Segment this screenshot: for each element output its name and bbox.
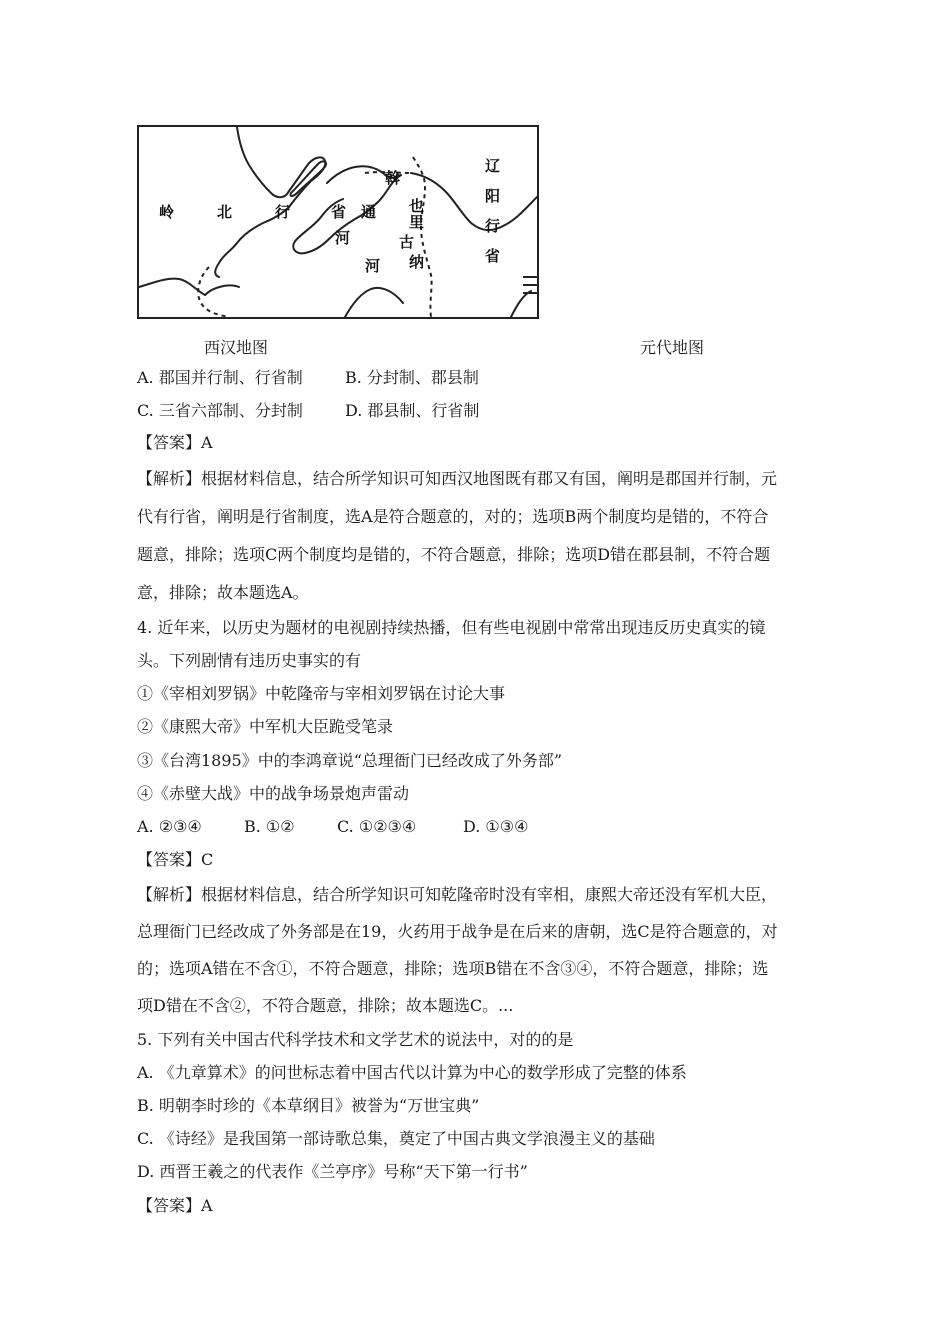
q4-option-d: D. ①③④	[463, 817, 529, 836]
q5-option-c: C. 《诗经》是我国第一部诗歌总集，奠定了中国古典文学浪漫主义的基础	[137, 1129, 655, 1148]
q3-option-d: D. 郡县制、行省制	[345, 401, 480, 420]
q3-analysis-line-2: 代有行省，阐明是行省制度，选A是符合题意的，对的；选项B两个制度均是错的，不符合	[137, 507, 769, 526]
map-label-xing: 行	[275, 203, 291, 221]
q4-item-2: ②《康熙大帝》中军机大臣跪受笔录	[137, 717, 394, 736]
map-label-liao: 辽	[485, 157, 501, 175]
q4-item-4: ④《赤壁大战》中的战争场景炮声雷动	[137, 784, 410, 803]
map-outline-drawing	[139, 127, 537, 317]
map-label-yang: 阳	[485, 187, 501, 205]
map-label-ling: 岭	[159, 203, 175, 221]
map-label-he2: 河	[365, 257, 381, 275]
q4-item-1: ①《宰相刘罗锅》中乾隆帝与宰相刘罗锅在讨论大事	[137, 684, 506, 703]
q3-analysis-line-3: 题意，排除；选项C两个制度均是错的，不符合题意，排除；选项D错在郡县制，不符合题	[137, 545, 771, 564]
q3-option-a: A. 郡国并行制、行省制	[137, 368, 303, 387]
q4-item-3: ③《台湾1895》中的李鸿章说“总理衙门已经改成了外务部”	[137, 751, 563, 770]
q4-option-a: A. ②③④	[137, 817, 202, 836]
q3-analysis-line-4: 意，排除；故本题选A。	[137, 583, 309, 602]
map-label-he: 河	[335, 229, 351, 247]
q5-option-b: B. 明朝李时珍的《本草纲目》被誉为“万世宝典”	[137, 1096, 480, 1115]
yuan-dynasty-map	[137, 125, 539, 319]
q3-answer: 【答案】A	[137, 433, 213, 452]
q4-option-b: B. ①②	[244, 817, 295, 836]
caption-yuan-map: 元代地图	[640, 338, 705, 357]
map-label-na: 纳	[409, 253, 425, 271]
q3-analysis-line-1: 【解析】根据材料信息，结合所学知识可知西汉地图既有郡又有国，阐明是郡国并行制，元	[137, 469, 778, 488]
map-label-gu: 古	[399, 233, 415, 251]
map-label-tong: 通	[361, 203, 377, 221]
map-label-sheng2: 省	[485, 247, 501, 265]
q4-stem-line-1: 4. 近年来，以历史为题材的电视剧持续热播，但有些电视剧中常常出现违反历史真实的镜	[137, 618, 766, 637]
q5-answer: 【答案】A	[137, 1196, 213, 1215]
q4-analysis-line-1: 【解析】根据材料信息，结合所学知识可知乾隆帝时没有宰相，康熙大帝还没有军机大臣，	[137, 885, 778, 904]
map-label-xing2: 行	[485, 217, 501, 235]
q3-options-row-2	[137, 401, 479, 421]
q5-option-a: A. 《九章算术》的问世标志着中国古代以计算为中心的数学形成了完整的体系	[137, 1063, 687, 1082]
q4-analysis-line-4: 项D错在不含②，不符合题意，排除；故本题选C。...	[137, 996, 514, 1015]
map-label-di: 也	[409, 197, 425, 215]
caption-western-han-map: 西汉地图	[204, 338, 269, 357]
q5-stem: 5. 下列有关中国古代科学技术和文学艺术的说法中，对的的是	[137, 1030, 574, 1049]
q4-stem-line-2: 头。下列剧情有违历史事实的有	[137, 651, 362, 670]
q5-option-d: D. 西晋王羲之的代表作《兰亭序》号称“天下第一行书”	[137, 1162, 528, 1181]
map-label-wo: 斡	[385, 169, 401, 187]
map-label-sheng: 省	[331, 203, 347, 221]
q4-answer: 【答案】C	[137, 850, 214, 869]
q4-analysis-line-3: 的；选项A错在不含①，不符合题意，排除；选项B错在不含③④，不符合题意，排除；选	[137, 959, 769, 978]
q4-option-c: C. ①②③④	[337, 817, 417, 836]
map-label-li: 里	[409, 213, 425, 231]
q4-options-row	[137, 817, 528, 837]
q4-analysis-line-2: 总理衙门已经改成了外务部是在19，火药用于战争是在后来的唐朝，选C是符合题意的，对	[137, 922, 778, 941]
q3-option-c: C. 三省六部制、分封制	[137, 401, 303, 420]
q3-options-row-1	[137, 368, 479, 388]
map-label-bei: 北	[217, 203, 233, 221]
q3-option-b: B. 分封制、郡县制	[345, 368, 479, 387]
